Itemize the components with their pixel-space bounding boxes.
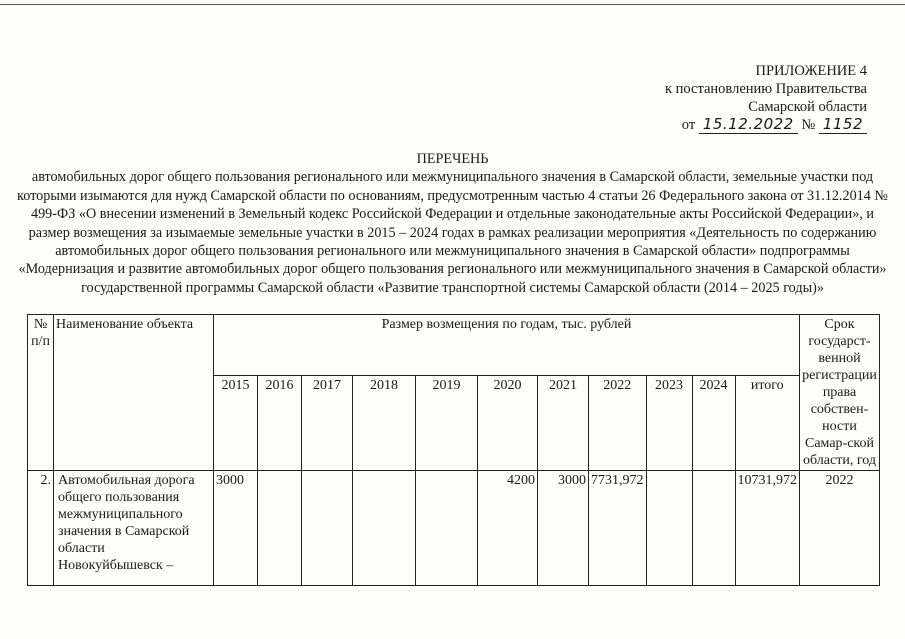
header-year: 2018: [353, 375, 416, 470]
header-year: 2023: [646, 375, 692, 470]
row-total: 10731,972: [735, 471, 800, 586]
row-value: [258, 471, 302, 586]
header-year: 2019: [416, 375, 478, 470]
row-deadline: 2022: [800, 471, 880, 586]
appendix-date-line: [607, 116, 867, 134]
row-value: [692, 471, 735, 586]
appendix-block: [607, 62, 867, 134]
row-value: 7731,972: [589, 471, 647, 586]
header-year: 2017: [302, 375, 353, 470]
row-value: 3000: [214, 471, 258, 586]
header-year: 2022: [589, 375, 647, 470]
document-description: автомобильных дорог общего пользования регионального или межмуниципального значения в Самарской области, земельные участки под которыми изымаются для нужд Самарской области по основаниям, предусмотренным частью 4 статьи 26 Федерального закона от 31.12.2014 № 499-ФЗ «О внесении изменений в Земельный кодекс Российской Федерации и отдельные законодательные акты Российской Федерации», и размер возмещения за изымаемые земельные участки в 2015 – 2024 годах в рамках реализации мероприятия «Деятельность по содержанию автомобильных дорог общего пользования регионального или межмуниципального значения в Самарской области» подпрограммы «Модернизация и развитие автомобильных дорог общего пользования регионального или межмуниципального значения в Самарской области» государственной программы Самарской области «Развитие транспортной системы Самарской области (2014 – 2025 годы)»: [17, 169, 888, 296]
header-year: 2024: [692, 375, 735, 470]
row-name: Автомобильная дорога общего пользования межмуниципального значения в Самарской области Новокуйбышевск –: [54, 471, 214, 586]
header-num: № п/п: [28, 315, 54, 471]
row-value: [416, 471, 478, 586]
row-num: 2.: [28, 471, 54, 586]
document-title-block: [10, 150, 895, 297]
header-total: итого: [735, 375, 800, 470]
date-prefix: от: [681, 117, 696, 133]
row-value: 4200: [478, 471, 538, 586]
header-year: 2016: [258, 375, 302, 470]
header-year: 2020: [478, 375, 538, 470]
header-name: Наименование объекта: [54, 315, 214, 471]
header-year: 2015: [214, 375, 258, 470]
header-year: 2021: [538, 375, 589, 470]
row-value: [302, 471, 353, 586]
compensation-table: [27, 314, 880, 586]
row-value: [646, 471, 692, 586]
number-value: 1152: [819, 115, 867, 134]
header-amount: Размер возмещения по годам, тыс. рублей: [214, 315, 800, 376]
row-value: 3000: [538, 471, 589, 586]
header-deadline: Срок государст-венной регистрации права собствен-ности Самар-ской области, год: [800, 315, 880, 471]
date-value: 15.12.2022: [699, 115, 798, 134]
appendix-title: ПРИЛОЖЕНИЕ 4: [755, 63, 867, 79]
top-rule: [0, 4, 905, 5]
document-title: ПЕРЕЧЕНЬ: [416, 151, 489, 167]
row-value: [353, 471, 416, 586]
table-row: [28, 471, 880, 586]
number-prefix: №: [801, 117, 816, 133]
appendix-line-2: к постановлению Правительства: [665, 81, 867, 97]
appendix-line-3: Самарской области: [748, 99, 867, 115]
